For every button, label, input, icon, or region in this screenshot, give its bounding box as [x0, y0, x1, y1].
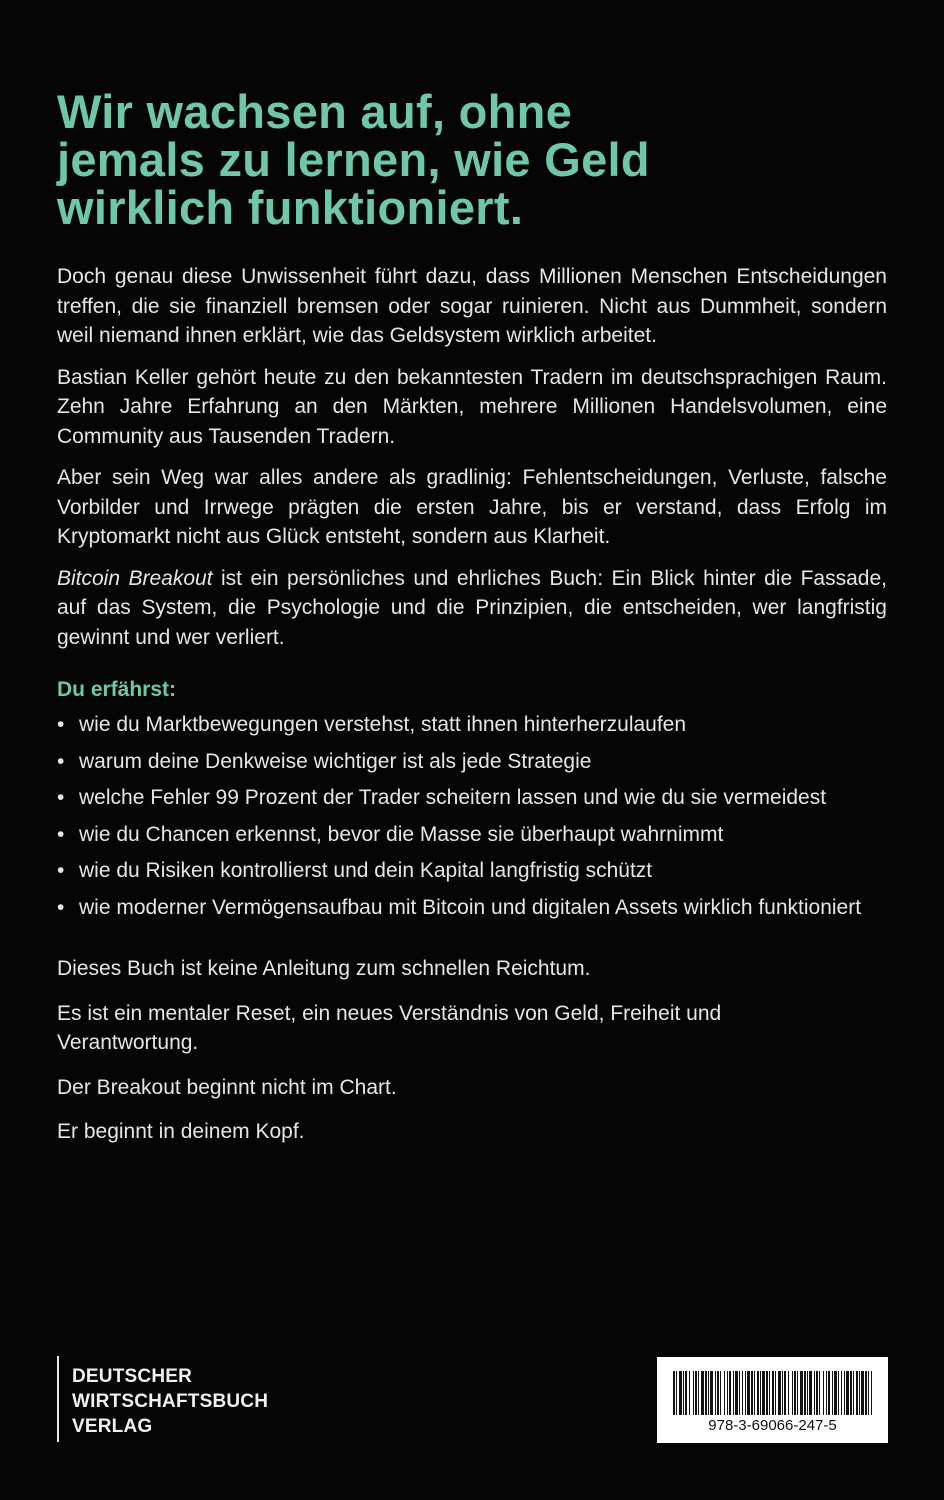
headline — [57, 85, 887, 234]
paragraph: Aber sein Weg war alles andere als gradlinig: Fehlentscheidungen, Verluste, falsche Vorbilder und Irrwege prägten die ersten Jahre, bis er verstand, dass Erfolg im Kryptomarkt nicht aus Glück entsteht, sondern aus Klarheit. — [57, 466, 887, 548]
paragraph: Bastian Keller gehört heute zu den bekanntesten Tradern im deutschsprachigen Raum. Zehn Jahre Erfahrung an den Märkten, mehrere Millionen Handelsvolumen, eine Community aus Tausenden Tradern. — [57, 365, 887, 448]
barcode-bar — [850, 1371, 852, 1415]
list-item-text: wie du Chancen erkennst, bevor die Masse sie überhaupt wahrnimmt — [79, 822, 724, 846]
bullet-icon: • — [57, 786, 65, 809]
barcode-icon — [673, 1371, 872, 1415]
barcode-bar — [701, 1371, 704, 1415]
barcode-bar — [846, 1371, 849, 1415]
barcode-bar — [715, 1371, 716, 1415]
bullet-icon: • — [57, 895, 65, 919]
barcode-bar — [778, 1371, 781, 1415]
barcode-bar — [856, 1371, 858, 1415]
list-item — [57, 893, 887, 923]
barcode-bar — [754, 1371, 755, 1415]
barcode-bar — [739, 1371, 740, 1415]
barcode-bar — [747, 1371, 750, 1415]
barcode-bar — [683, 1371, 684, 1415]
isbn-number: 978-3-69066-247-5 — [708, 1417, 837, 1434]
barcode-bar — [792, 1371, 793, 1415]
barcode-bar — [679, 1371, 682, 1415]
barcode-bar — [844, 1371, 845, 1415]
barcode-bar — [689, 1371, 690, 1415]
barcode-bar — [853, 1371, 854, 1415]
barcode-bar — [705, 1371, 707, 1415]
publisher-name-line: DEUTSCHER — [72, 1366, 193, 1387]
barcode-bar — [865, 1371, 867, 1415]
barcode-bar — [685, 1371, 687, 1415]
closing-line: Es ist ein mentaler Reset, ein neues Verständnis von Geld, Freiheit und Verantwortung. — [57, 1001, 722, 1054]
barcode-bar — [794, 1371, 796, 1415]
barcode-bar — [861, 1371, 864, 1415]
barcode-bar — [788, 1371, 789, 1415]
barcode-bar — [693, 1371, 694, 1415]
barcode-bar — [676, 1371, 677, 1415]
bullet-icon: • — [57, 859, 65, 882]
barcode-bar — [800, 1371, 803, 1415]
barcode-bar — [733, 1371, 734, 1415]
barcode-bar — [816, 1371, 818, 1415]
barcode-bar — [782, 1371, 783, 1415]
barcode-bar — [720, 1371, 721, 1415]
barcode-bar — [745, 1371, 746, 1415]
list-item-text: wie du Risiken kontrollierst und dein Kapital langfristig schützt — [79, 859, 653, 882]
barcode-bar — [823, 1371, 824, 1415]
barcode-bar — [775, 1371, 776, 1415]
publisher-name-line: WIRTSCHAFTSBUCH — [72, 1391, 269, 1412]
barcode-bar — [729, 1371, 731, 1415]
list-item-text: wie moderner Vermögensaufbau mit Bitcoin und digitalen Assets wirklich funktioniert — [79, 895, 862, 919]
list-item — [57, 747, 887, 777]
closing-line: Dieses Buch ist keine Anleitung zum schnellen Reichtum. — [57, 957, 591, 980]
barcode-bar — [698, 1371, 699, 1415]
bullet-icon: • — [57, 822, 65, 846]
paragraph — [57, 564, 887, 653]
paragraph-text: ist ein persönliches und ehrliches Buch: Ein Blick hinter die Fassade, auf das System, die Psychologie und die Prinzipien, die entscheiden, wer langfristig gewinnt und wer verliert. — [57, 566, 887, 649]
barcode-bar — [828, 1371, 830, 1415]
barcode-bar — [819, 1371, 820, 1415]
barcode-bar — [814, 1371, 815, 1415]
headline-line: wirklich funktioniert. — [57, 181, 524, 234]
blurb — [57, 262, 887, 652]
isbn-barcode — [657, 1357, 888, 1443]
bullet-icon: • — [57, 713, 65, 736]
barcode-bar — [766, 1371, 768, 1415]
closing-line: Der Breakout beginnt nicht im Chart. — [57, 1075, 397, 1099]
barcode-bar — [762, 1371, 765, 1415]
back-cover-content — [57, 85, 887, 1162]
list-item — [57, 783, 887, 813]
barcode-bar — [727, 1371, 728, 1415]
barcode-bar — [832, 1371, 833, 1415]
list-item-text: warum deine Denkweise wichtiger ist als jede Strategie — [79, 749, 592, 773]
list-item — [57, 856, 887, 886]
publisher-logo — [57, 1356, 268, 1442]
barcode-bar — [871, 1371, 872, 1415]
learn-list — [57, 710, 887, 922]
closing-line: Er beginnt in deinem Kopf. — [57, 1120, 305, 1143]
barcode-bar — [834, 1371, 837, 1415]
barcode-bar — [804, 1371, 806, 1415]
barcode-bar — [695, 1371, 697, 1415]
barcode-bar — [826, 1371, 827, 1415]
barcode-bar — [797, 1371, 798, 1415]
paragraph: Doch genau diese Unwissenheit führt dazu, dass Millionen Menschen Entscheidungen treffen, die sie finanziell bremsen oder sogar ruinieren. Nicht aus Dummheit, sondern weil niemand ihnen erklärt, wie das Geldsystem wirklich arbeitet. — [57, 265, 887, 347]
barcode-bar — [769, 1371, 770, 1415]
barcode-bar — [859, 1371, 860, 1415]
barcode-bar — [757, 1371, 759, 1415]
headline-line: jemals zu lernen, wie Geld — [57, 133, 650, 186]
barcode-bar — [673, 1371, 675, 1415]
barcode-bar — [742, 1371, 743, 1415]
barcode-bar — [838, 1371, 839, 1415]
barcode-bar — [809, 1371, 812, 1415]
barcode-bar — [807, 1371, 808, 1415]
barcode-bar — [784, 1371, 786, 1415]
learn-heading: Du erfährst: — [57, 678, 177, 701]
barcode-bar — [735, 1371, 738, 1415]
bullet-icon: • — [57, 749, 65, 773]
publisher-name-line: VERLAG — [72, 1416, 153, 1437]
barcode-bar — [717, 1371, 719, 1415]
list-item-text: wie du Marktbewegungen verstehst, statt ihnen hinterherzulaufen — [79, 713, 687, 736]
barcode-bar — [760, 1371, 761, 1415]
list-item — [57, 820, 887, 850]
list-item — [57, 710, 887, 740]
list-item-text: welche Fehler 99 Prozent der Trader scheitern lassen und wie du sie vermeidest — [79, 786, 827, 809]
barcode-bar — [710, 1371, 713, 1415]
barcode-bar — [772, 1371, 774, 1415]
barcode-bar — [841, 1371, 842, 1415]
barcode-bar — [724, 1371, 725, 1415]
barcode-bar — [708, 1371, 709, 1415]
book-title: Bitcoin Breakout — [57, 566, 213, 590]
headline-line: Wir wachsen auf, ohne — [57, 85, 573, 138]
barcode-bar — [868, 1371, 869, 1415]
closing-text — [57, 954, 887, 1147]
barcode-bar — [751, 1371, 753, 1415]
